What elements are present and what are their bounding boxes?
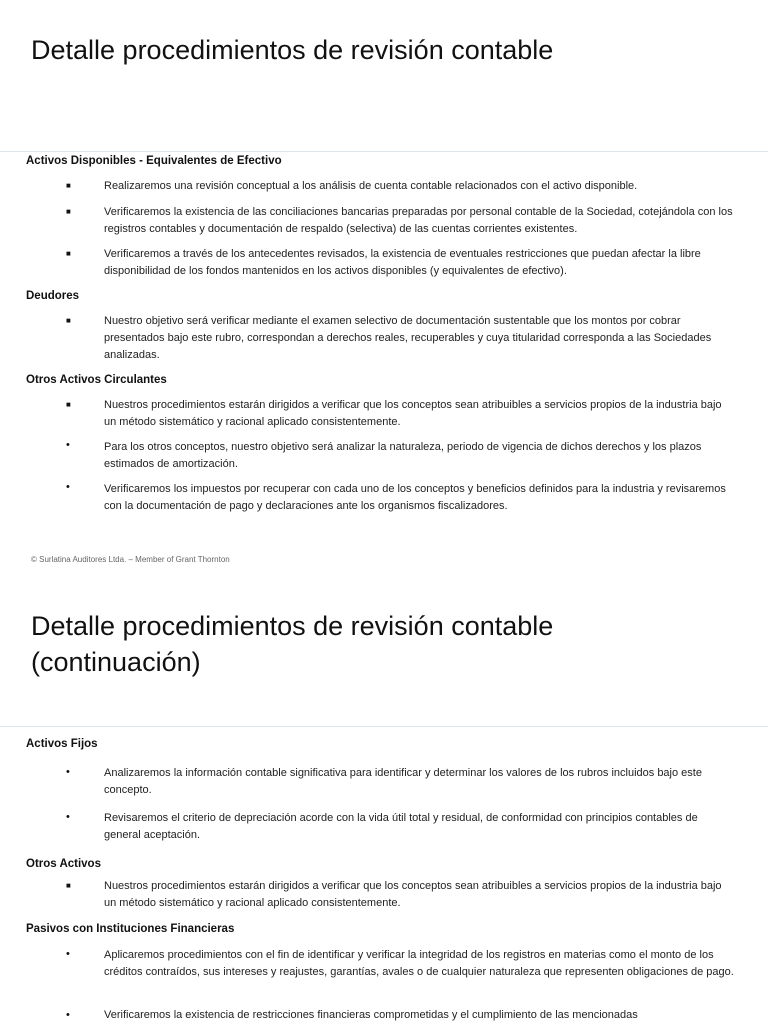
paragraph: Revisaremos el criterio de depreciación acorde con la vida útil total y residual, de conformidad con principios contables de general aceptación.: [104, 812, 698, 841]
square-bullet-icon: ■: [66, 316, 71, 325]
round-bullet-icon: •: [66, 948, 70, 960]
paragraph: Nuestros procedimientos estarán dirigidos a verificar que los conceptos sean atribuibles a servicios propios de la industria bajo un método sistemático y racional aplicado consistentemente.: [104, 880, 722, 909]
paragraph: Verificaremos los impuestos por recuperar con cada uno de los conceptos y beneficios definidos para la industria y revisaremos con la documentación de pago y declaraciones ante los organismos fiscalizadores.: [104, 483, 726, 512]
paragraph: Nuestro objetivo será verificar mediante el examen selectivo de documentación sustentable que los montos por cobrar presentados bajo este rubro, correspondan a derechos reales, recuperables y cuya titularidad corresponda a las Sociedades analizadas.: [104, 315, 712, 361]
round-bullet-icon: •: [66, 481, 70, 493]
paragraph: Verificaremos la existencia de restricciones financieras comprometidas y el cumplimiento de las mencionadas: [104, 1009, 638, 1021]
paragraph: Verificaremos a través de los antecedentes revisados, la existencia de eventuales restricciones que puedan afectar la libre disponibilidad de los fondos mantenidos en los activos disponibles (y equivalentes de efectivo).: [104, 248, 701, 277]
paragraph: Nuestros procedimientos estarán dirigidos a verificar que los conceptos sean atribuibles a servicios propios de la industria bajo un método sistemático y racional aplicado consistentemente.: [104, 399, 722, 428]
round-bullet-icon: •: [66, 1009, 70, 1021]
paragraph: Analizaremos la información contable significativa para identificar y determinar los valores de los rubros incluidos bajo este concepto.: [104, 767, 702, 796]
footer-copyright: © Surlatina Auditores Ltda. – Member of Grant Thornton: [31, 555, 230, 564]
section-heading-deudores: Deudores: [26, 290, 80, 302]
section-heading-otros-activos: Otros Activos: [26, 858, 101, 870]
round-bullet-icon: •: [66, 766, 70, 778]
slide2-title: [31, 608, 553, 680]
square-bullet-icon: ■: [66, 207, 71, 216]
slide1-divider: [0, 151, 768, 152]
paragraph: Para los otros conceptos, nuestro objetivo será analizar la naturaleza, periodo de vigencia de dichos derechos y los plazos estimados de amortización.: [104, 441, 702, 470]
slide2-divider: [0, 726, 768, 727]
paragraph: Aplicaremos procedimientos con el fin de identificar y verificar la integridad de los registros en materias como el monto de los créditos contraídos, sus intereses y reajustes, garantías, avales o de cualquier naturaleza que representen obligaciones de pago.: [104, 949, 734, 978]
paragraph: Realizaremos una revisión conceptual a los análisis de cuenta contable relacionados con el activo disponible.: [104, 180, 638, 192]
square-bullet-icon: ■: [66, 249, 71, 258]
square-bullet-icon: ■: [66, 181, 71, 190]
square-bullet-icon: ■: [66, 400, 71, 409]
slide1-title: Detalle procedimientos de revisión contable: [31, 35, 554, 65]
square-bullet-icon: ■: [66, 881, 71, 890]
paragraph: Verificaremos la existencia de las conciliaciones bancarias preparadas por personal contable de la Sociedad, cotejándola con los registros contables y documentación de respaldo (selectiva) de las cuentas corrientes existentes.: [104, 206, 733, 235]
round-bullet-icon: •: [66, 439, 70, 451]
section-heading-pasivos-financieras: Pasivos con Instituciones Financieras: [26, 923, 235, 935]
section-heading-activos-disponibles: Activos Disponibles - Equivalentes de Efectivo: [26, 155, 282, 167]
section-heading-otros-activos-circulantes: Otros Activos Circulantes: [26, 374, 167, 386]
section-heading-activos-fijos: Activos Fijos: [26, 738, 98, 750]
slide2-title-line1: Detalle procedimientos de revisión contable: [31, 611, 554, 641]
round-bullet-icon: •: [66, 811, 70, 823]
slide2-title-line2: (continuación): [31, 647, 201, 677]
